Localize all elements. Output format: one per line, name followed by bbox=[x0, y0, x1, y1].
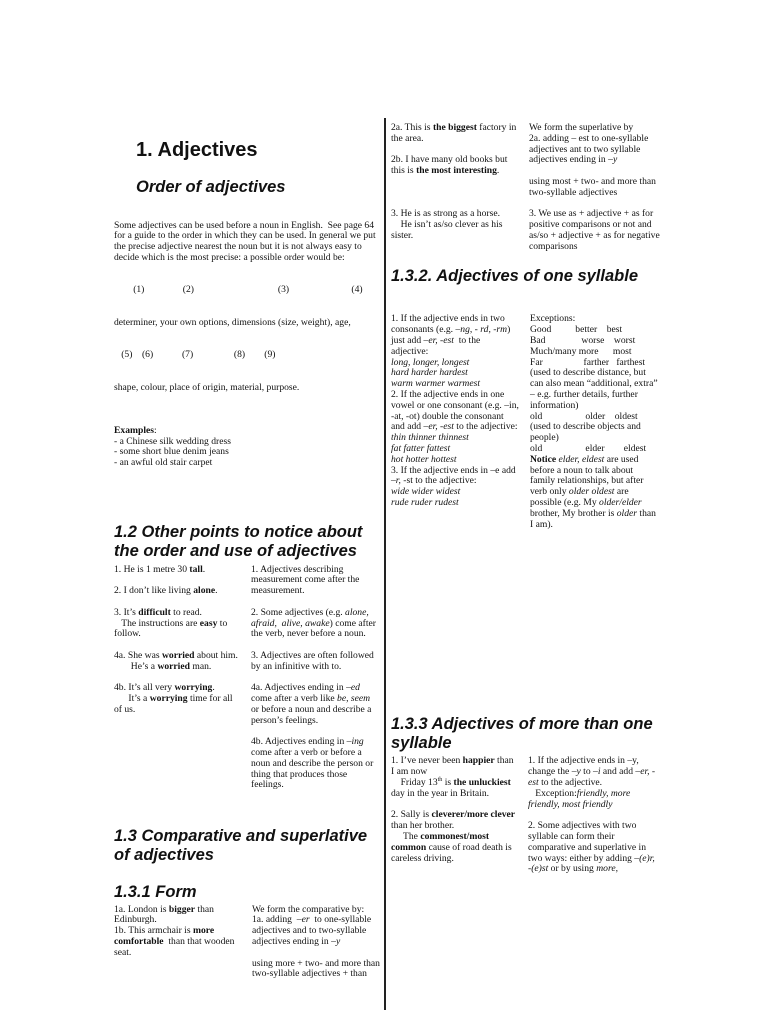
other-points-heading: 1.2 Other points to notice about the order and use of adjectives bbox=[114, 522, 363, 560]
text-run: Examples bbox=[114, 424, 154, 436]
text-run: alone bbox=[193, 585, 216, 597]
text-run: elder, eldest bbox=[558, 453, 605, 465]
order-line-1 bbox=[114, 318, 380, 329]
text-run: to the adjective: bbox=[391, 334, 481, 357]
paragraph bbox=[251, 683, 379, 726]
paragraph bbox=[114, 683, 240, 715]
left-page-column bbox=[114, 123, 383, 991]
text-run: –y bbox=[331, 935, 341, 947]
text-run: –r, bbox=[391, 475, 401, 487]
text-run: 1. He is 1 metre 30 bbox=[114, 563, 190, 575]
text-run: 2. Some adjectives with two syllable can form their comparative and superlative in two ways: either by adding – bbox=[528, 820, 649, 864]
text-run: to follow. bbox=[114, 617, 230, 640]
text-run: than I am). bbox=[530, 507, 659, 530]
one-syllable-heading: 1.3.2. Adjectives of one syllable bbox=[391, 267, 638, 286]
text-run: to one-syllable adjectives and to two-syllable adjectives ending in bbox=[252, 914, 374, 947]
order-numbers-1 bbox=[114, 285, 380, 296]
text-run: 2. If the adjective ends in one vowel or one consonant (e.g. –in, -at, -ot) double the consonant and add bbox=[391, 388, 519, 433]
text-run: 3. It’s bbox=[114, 606, 139, 618]
text-run: the unluckiest bbox=[453, 776, 511, 788]
text-run: –i bbox=[593, 766, 601, 778]
text-run: ) come after the verb, never before a noun. bbox=[251, 617, 379, 640]
right-page-column bbox=[391, 123, 663, 886]
paragraph bbox=[391, 188, 518, 242]
text-run: shape, colour, place of origin, material, purpose. bbox=[114, 381, 300, 393]
text-run: about him. He’s a bbox=[130, 649, 238, 672]
text-run: worrying bbox=[149, 693, 188, 705]
text-run: worried bbox=[161, 649, 195, 661]
text-run: (e)r, -(e)st bbox=[528, 852, 658, 875]
text-run: 4a. Adjectives ending in bbox=[251, 682, 347, 694]
text-run: –er, -est bbox=[423, 421, 454, 433]
paragraph bbox=[391, 756, 517, 799]
text-run: and add – bbox=[600, 766, 641, 778]
text-run: 1. If the adjective ends in –y, change the bbox=[528, 755, 642, 778]
text-run: or before a noun and describe a person’s feelings. bbox=[251, 693, 374, 726]
text-run: 1. I’ve never been bbox=[391, 755, 463, 767]
paragraph bbox=[251, 565, 379, 597]
text-run: easy bbox=[199, 617, 218, 629]
text-run: 1a. London is bbox=[114, 903, 169, 915]
text-run: or by using bbox=[548, 863, 597, 875]
text-run: –ng, - rd, -rm bbox=[455, 324, 508, 336]
more-syllable-row bbox=[391, 756, 663, 886]
text-run: come after a verb like bbox=[251, 682, 363, 705]
text-run: cause of road death is careless driving. bbox=[391, 841, 515, 864]
order-examples bbox=[114, 426, 380, 469]
other-row bbox=[114, 565, 380, 821]
order-numbers-2 bbox=[114, 350, 380, 361]
text-run: 4b. Adjectives ending in bbox=[251, 736, 347, 748]
text-run: are possible (e.g. My bbox=[530, 486, 632, 508]
text-run: –y bbox=[608, 154, 618, 166]
text-run: . bbox=[496, 165, 500, 177]
text-run: 1. If the adjective ends in two consonants (e.g. bbox=[391, 313, 508, 336]
text-run: –er, -est bbox=[423, 334, 454, 346]
more-syllable-heading: 1.3.3 Adjectives of more than one syllable bbox=[391, 715, 653, 753]
text-run: older oldest bbox=[568, 486, 615, 498]
paragraph bbox=[252, 905, 380, 948]
paragraph bbox=[114, 608, 240, 640]
text-run: commonest/most common bbox=[391, 830, 492, 853]
text-run: ) just add bbox=[391, 324, 513, 346]
text-run: than her brother. The bbox=[391, 820, 455, 842]
text-run: the biggest bbox=[432, 122, 477, 133]
form-heading: 1.3.1 Form bbox=[114, 882, 197, 901]
text-run: are used before a noun to talk about family relationships, but after verb only bbox=[530, 453, 646, 498]
superlative-right-column bbox=[529, 123, 661, 263]
text-run: We form the comparative by: 1a. adding bbox=[252, 903, 365, 926]
paragraph bbox=[530, 314, 658, 530]
text-run: day in the year in Britain. bbox=[391, 776, 514, 799]
text-run: . bbox=[202, 563, 206, 575]
text-run: 2. Some adjectives (e.g. bbox=[251, 606, 346, 618]
text-run: to the adjective: bbox=[456, 421, 518, 433]
paragraph bbox=[114, 651, 240, 673]
more-syllable-left-column bbox=[391, 756, 517, 875]
text-run: thin thinner thinnest fat fatter fattest hot hotter hottest bbox=[391, 432, 469, 465]
text-run: worrying bbox=[174, 682, 213, 694]
text-run: th bbox=[437, 776, 443, 783]
text-run: long, longer, longest hard harder hardest warm warmer warmest bbox=[391, 356, 481, 390]
text-run: tall bbox=[189, 563, 203, 575]
paragraph bbox=[528, 756, 656, 810]
more-syllable-right-column bbox=[528, 756, 656, 886]
text-run: than Edinburgh. 1b. This armchair is bbox=[114, 903, 214, 937]
superlative-row bbox=[391, 123, 663, 263]
one-syllable-right-column bbox=[530, 314, 658, 541]
text-run: more comfortable bbox=[114, 925, 217, 947]
text-run: 3. Adjectives are often followed by an infinitive with to. bbox=[251, 649, 377, 672]
text-run: be, seem bbox=[337, 693, 371, 705]
text-run: wide wider widest rude ruder rudest bbox=[391, 486, 461, 508]
text-run: 1. Adjectives describing measurement come after the measurement. bbox=[251, 563, 362, 597]
order-line-2 bbox=[114, 383, 380, 394]
paragraph bbox=[251, 608, 379, 640]
comparative-right-column bbox=[252, 903, 383, 991]
text-run: –er bbox=[296, 914, 310, 926]
text-run: Exceptions: Good better best Bad worse worst Much/many more most Far farther farthest (used to describe distance, but can also mean “additional, extra” – e.g. further details, further information) old older oldest (used to describe objects and people) old elder eldest bbox=[530, 313, 658, 454]
text-run: 3. If the adjective ends in –e add bbox=[391, 464, 516, 476]
text-run: 4b. It’s all very bbox=[114, 682, 175, 694]
text-run: 4a. She was bbox=[114, 649, 162, 661]
paragraph bbox=[391, 810, 517, 864]
text-run: bigger bbox=[168, 903, 196, 915]
text-run: 2. Sally is bbox=[391, 809, 432, 821]
other-right-column bbox=[251, 565, 379, 803]
text-run: (5) (6) (7) (8) (9) bbox=[114, 349, 276, 361]
superlative-left-column bbox=[391, 123, 518, 253]
column-divider bbox=[384, 118, 386, 1010]
text-run: (1) (2) (3) (4) bbox=[114, 284, 363, 296]
text-run: : - a Chinese silk wedding dress - some short blue denim jeans - an awful old stair carpet bbox=[114, 424, 231, 469]
text-run: brother, My brother is bbox=[530, 496, 645, 519]
text-run: er, -est bbox=[528, 766, 656, 788]
text-run: –y bbox=[571, 766, 581, 778]
paragraph bbox=[251, 651, 379, 673]
text-run: to the adjective. Exception: bbox=[535, 776, 603, 799]
text-run: We form the superlative by 2a. adding – est to one-syllable adjectives ant to two syllable adjectives ending in bbox=[529, 122, 649, 166]
text-run: using most + two- and more than two-syllable adjectives bbox=[529, 175, 659, 198]
comparative-left-column bbox=[114, 905, 236, 959]
comparative-row bbox=[114, 903, 383, 991]
paragraph bbox=[114, 586, 240, 597]
text-run: using more + two- and more than two-syllable adjectives + than bbox=[252, 957, 383, 980]
text-run: determiner, your own options, dimensions (size, weight), age, bbox=[114, 316, 351, 328]
order-intro bbox=[114, 221, 380, 264]
text-run: to bbox=[580, 766, 594, 778]
text-run: to read. The instructions are bbox=[121, 606, 202, 629]
text-run: than I am now Friday 13 bbox=[391, 755, 514, 788]
text-run: –ed bbox=[346, 682, 360, 694]
text-run: 2b. I have many old books but this is bbox=[391, 154, 510, 177]
paragraph bbox=[252, 957, 383, 981]
text-run: the most interesting bbox=[416, 165, 497, 177]
text-run: more, bbox=[596, 863, 618, 875]
text-run: worried bbox=[157, 660, 190, 672]
paragraph bbox=[391, 123, 518, 145]
text-run: . It’s a bbox=[128, 682, 215, 705]
order-section bbox=[114, 199, 380, 491]
one-syllable-left-column bbox=[391, 314, 519, 519]
order-heading: Order of adjectives bbox=[136, 178, 286, 196]
text-run: older bbox=[616, 507, 638, 519]
paragraph bbox=[528, 821, 656, 875]
other-left-column bbox=[114, 565, 240, 727]
one-syllable-row bbox=[391, 314, 663, 709]
comparative-heading: 1.3 Comparative and superlative of adjectives bbox=[114, 826, 368, 864]
text-run: 3. He is as strong as a horse. He isn’t as/so clever as his sister. bbox=[391, 208, 503, 241]
text-run: than that wooden seat. bbox=[114, 935, 237, 958]
text-run: is bbox=[442, 776, 454, 788]
text-run: happier bbox=[462, 755, 495, 767]
text-run: come after a verb or before a noun and describe the person or thing that produces those feelings. bbox=[251, 736, 376, 791]
text-run: difficult bbox=[138, 606, 171, 618]
paragraph bbox=[391, 314, 519, 508]
text-run: . bbox=[215, 585, 218, 597]
text-run: man. bbox=[189, 660, 212, 672]
paragraph bbox=[529, 123, 661, 166]
text-run: –ing bbox=[346, 736, 364, 748]
text-run: 2. I don’t like living bbox=[114, 585, 194, 597]
text-run: 3. We use as + adjective + as for positive comparisons or not and as/so + adjective + as for negative comparisons bbox=[529, 208, 663, 252]
text-run: cleverer/more clever bbox=[431, 809, 516, 821]
text-run: Notice bbox=[530, 453, 557, 465]
text-run: older/elder bbox=[599, 496, 642, 508]
text-run: -st to the adjective: bbox=[403, 475, 477, 487]
text-run: 2a. This is bbox=[391, 122, 433, 133]
paragraph bbox=[251, 737, 379, 791]
text-run: time for all of us. bbox=[114, 693, 235, 715]
text-run: friendly, more friendly, most friendly bbox=[528, 787, 633, 810]
page-title: 1. Adjectives bbox=[136, 139, 258, 161]
text-run: Some adjectives can be used before a noun in English. See page 64 for a guide to the order in which they can be used. In general we put the precise adjective nearest the noun but it is not always easy to decide which is the most precise: a possible order would be: bbox=[114, 219, 379, 263]
paragraph bbox=[391, 155, 518, 177]
paragraph bbox=[529, 209, 661, 252]
text-run: factory in the area. bbox=[391, 122, 519, 144]
paragraph bbox=[114, 905, 236, 959]
paragraph bbox=[114, 565, 240, 576]
paragraph bbox=[529, 177, 661, 199]
text-run: alone, afraid, alive, awake bbox=[251, 606, 372, 629]
